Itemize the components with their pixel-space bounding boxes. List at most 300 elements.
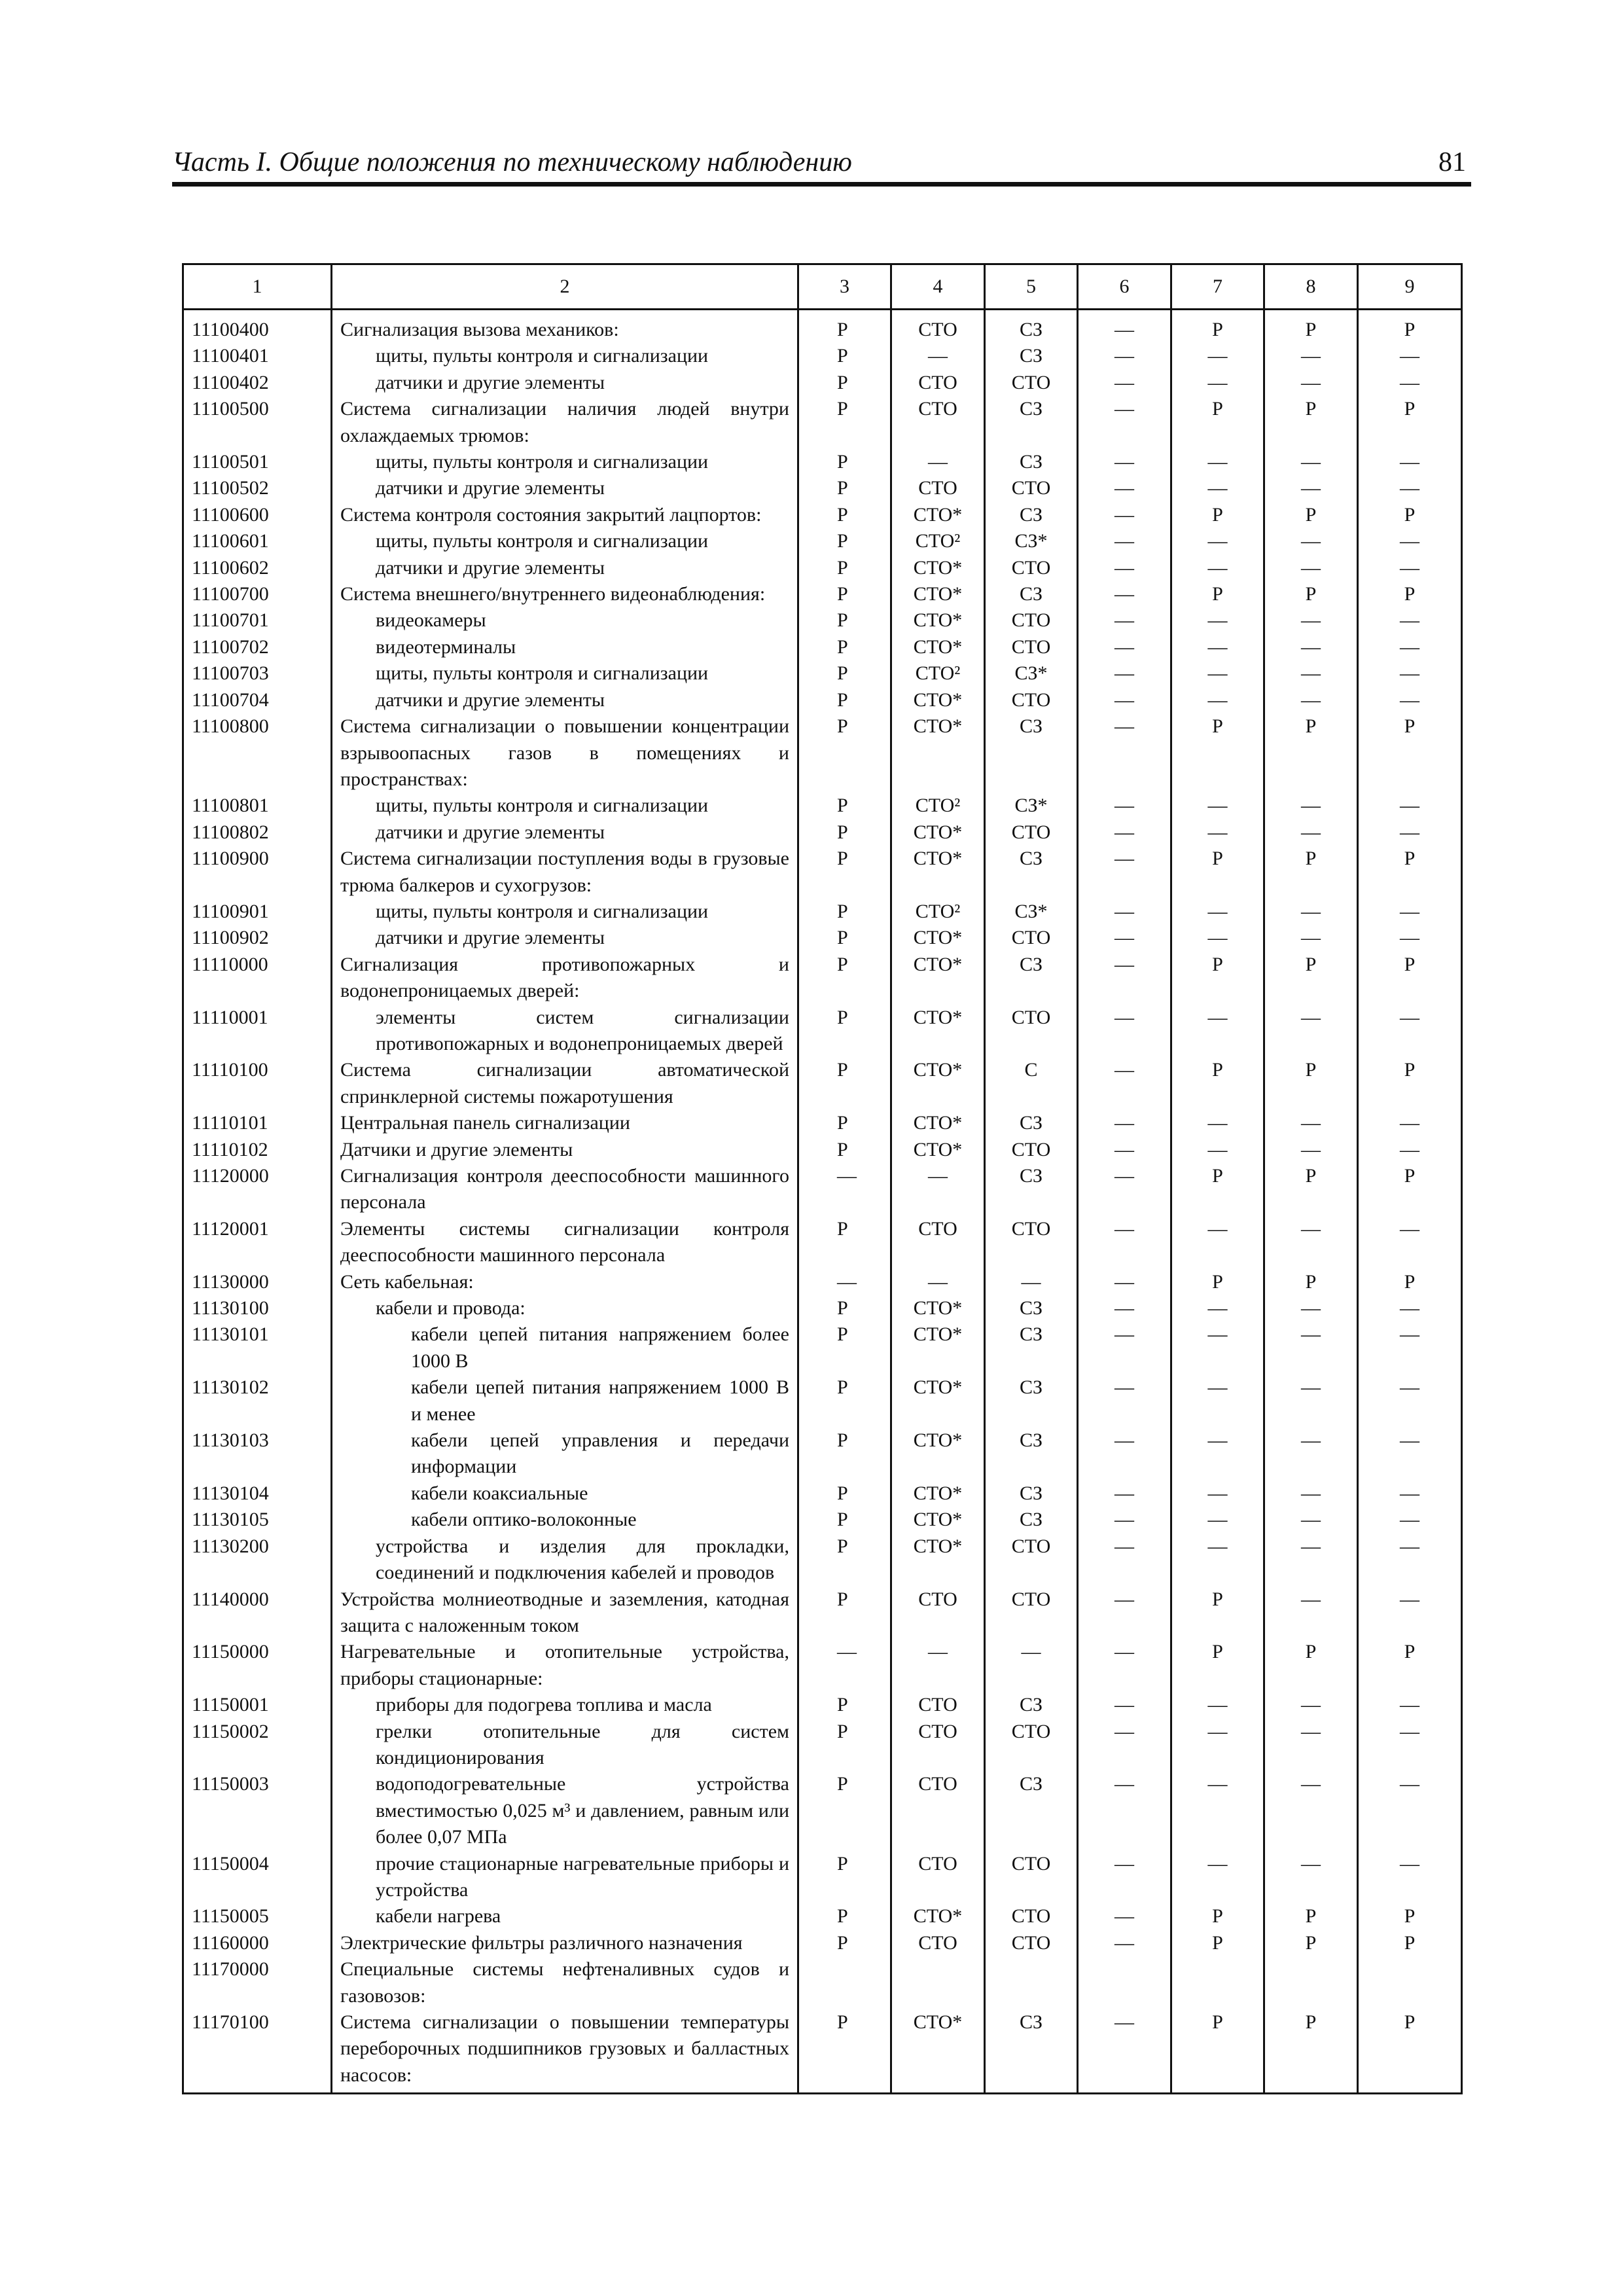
cell-col-8: — xyxy=(1264,343,1358,369)
cell-col-3: Р xyxy=(798,1321,891,1374)
cell-col-7: — xyxy=(1171,660,1264,687)
cell-col-8: — xyxy=(1264,1480,1358,1507)
cell-col-7 xyxy=(1171,1956,1264,2009)
cell-col-7: Р xyxy=(1171,396,1264,449)
table-row xyxy=(183,1110,1462,1136)
cell-col-7: — xyxy=(1171,1771,1264,1850)
item-name: Сигнализация вызова механиков: xyxy=(332,310,798,344)
cell-col-5: СЗ xyxy=(985,1110,1078,1136)
cell-col-9: — xyxy=(1358,1587,1462,1640)
cell-col-3: Р xyxy=(798,1534,891,1587)
cell-col-7: Р xyxy=(1171,1903,1264,1929)
cell-col-9: — xyxy=(1358,343,1462,369)
cell-col-9: Р xyxy=(1358,846,1462,899)
cell-col-7: Р xyxy=(1171,310,1264,344)
item-name: датчики и другие элементы xyxy=(332,475,798,501)
item-name: щиты, пульты контроля и сигнализации xyxy=(332,343,798,369)
cell-col-3: Р xyxy=(798,555,891,581)
cell-col-3: Р xyxy=(798,687,891,713)
cell-col-5: СТО xyxy=(985,1930,1078,1956)
cell-col-4: — xyxy=(891,1639,985,1692)
item-code: 11110102 xyxy=(183,1137,332,1163)
cell-col-9: — xyxy=(1358,793,1462,819)
cell-col-5: СТО xyxy=(985,1851,1078,1904)
cell-col-5: СЗ xyxy=(985,713,1078,793)
cell-col-6: — xyxy=(1078,925,1171,951)
cell-col-6: — xyxy=(1078,343,1171,369)
table-row xyxy=(183,713,1462,793)
cell-col-9: Р xyxy=(1358,1639,1462,1692)
cell-col-6: — xyxy=(1078,1851,1171,1904)
cell-col-8: Р xyxy=(1264,310,1358,344)
item-name: Система контроля состояния закрытий лацпортов: xyxy=(332,502,798,528)
item-code: 11150003 xyxy=(183,1771,332,1850)
cell-col-8: — xyxy=(1264,475,1358,501)
cell-col-6: — xyxy=(1078,1903,1171,1929)
cell-col-9: — xyxy=(1358,1110,1462,1136)
cell-col-8: Р xyxy=(1264,1639,1358,1692)
cell-col-7: — xyxy=(1171,1851,1264,1904)
cell-col-5: СЗ xyxy=(985,1295,1078,1321)
cell-col-7: Р xyxy=(1171,846,1264,899)
cell-col-4: СТО xyxy=(891,1719,985,1772)
cell-col-4: — xyxy=(891,449,985,475)
item-name: щиты, пульты контроля и сигнализации xyxy=(332,449,798,475)
table-row xyxy=(183,475,1462,501)
cell-col-9: — xyxy=(1358,1534,1462,1587)
table-body xyxy=(183,310,1462,2094)
table-row xyxy=(183,1851,1462,1904)
cell-col-8: — xyxy=(1264,1110,1358,1136)
item-code: 11130102 xyxy=(183,1374,332,1427)
cell-col-4: СТО xyxy=(891,475,985,501)
table-row xyxy=(183,1427,1462,1480)
table-row xyxy=(183,1692,1462,1718)
cell-col-7: Р xyxy=(1171,1587,1264,1640)
item-name: кабели цепей управления и передачи информации xyxy=(332,1427,798,1480)
cell-col-6: — xyxy=(1078,793,1171,819)
table-row xyxy=(183,310,1462,344)
table-row xyxy=(183,1321,1462,1374)
item-code: 11100502 xyxy=(183,475,332,501)
cell-col-5: СТО xyxy=(985,1719,1078,1772)
table-row xyxy=(183,1903,1462,1929)
cell-col-7: Р xyxy=(1171,1269,1264,1295)
cell-col-7: Р xyxy=(1171,2009,1264,2094)
item-name: Сигнализация контроля дееспособности машинного персонала xyxy=(332,1163,798,1216)
item-name: кабели нагрева xyxy=(332,1903,798,1929)
table-row xyxy=(183,1163,1462,1216)
cell-col-9: — xyxy=(1358,1427,1462,1480)
cell-col-6: — xyxy=(1078,396,1171,449)
item-name: Система сигнализации автоматической спринклерной системы пожаротушения xyxy=(332,1057,798,1110)
cell-col-9: — xyxy=(1358,1480,1462,1507)
item-name: Сеть кабельная: xyxy=(332,1269,798,1295)
item-code: 11130101 xyxy=(183,1321,332,1374)
item-code: 11100702 xyxy=(183,634,332,660)
cell-col-8: — xyxy=(1264,1216,1358,1269)
cell-col-4: СТО* xyxy=(891,687,985,713)
cell-col-7: Р xyxy=(1171,502,1264,528)
cell-col-8: — xyxy=(1264,1321,1358,1374)
item-name: Устройства молниеотводные и заземления, катодная защита с наложенным током xyxy=(332,1587,798,1640)
cell-col-5: СТО xyxy=(985,607,1078,634)
cell-col-9: — xyxy=(1358,1771,1462,1850)
cell-col-5: СТО xyxy=(985,1587,1078,1640)
item-code: 11100400 xyxy=(183,310,332,344)
cell-col-9: — xyxy=(1358,1374,1462,1427)
item-code: 11100703 xyxy=(183,660,332,687)
cell-col-4: СТО* xyxy=(891,1374,985,1427)
item-name: Система сигнализации наличия людей внутри охлаждаемых трюмов: xyxy=(332,396,798,449)
column-header-9: 9 xyxy=(1358,264,1462,310)
cell-col-6: — xyxy=(1078,1639,1171,1692)
cell-col-3: Р xyxy=(798,502,891,528)
item-name: видеотерминалы xyxy=(332,634,798,660)
cell-col-5: СЗ xyxy=(985,1374,1078,1427)
cell-col-7: Р xyxy=(1171,1163,1264,1216)
cell-col-9: — xyxy=(1358,555,1462,581)
cell-col-7: — xyxy=(1171,634,1264,660)
item-name: кабели цепей питания напряжением 1000 В и менее xyxy=(332,1374,798,1427)
table-row xyxy=(183,370,1462,396)
cell-col-8: — xyxy=(1264,528,1358,554)
cell-col-8: — xyxy=(1264,1005,1358,1058)
cell-col-4: СТО* xyxy=(891,925,985,951)
cell-col-9: — xyxy=(1358,1295,1462,1321)
cell-col-4: СТО² xyxy=(891,660,985,687)
cell-col-3: Р xyxy=(798,475,891,501)
cell-col-9: Р xyxy=(1358,1163,1462,1216)
table-row xyxy=(183,1534,1462,1587)
cell-col-9: Р xyxy=(1358,713,1462,793)
cell-col-4: СТО* xyxy=(891,1480,985,1507)
table-row xyxy=(183,819,1462,846)
cell-col-9: — xyxy=(1358,899,1462,925)
cell-col-8: — xyxy=(1264,1692,1358,1718)
table-header xyxy=(183,264,1462,310)
item-name: Специальные системы нефтеналивных судов и газовозов: xyxy=(332,1956,798,2009)
item-code: 11130000 xyxy=(183,1269,332,1295)
table-row xyxy=(183,952,1462,1005)
table-row xyxy=(183,1480,1462,1507)
page-number: 81 xyxy=(1438,147,1466,177)
cell-col-3: Р xyxy=(798,1005,891,1058)
cell-col-3: Р xyxy=(798,449,891,475)
cell-col-9: — xyxy=(1358,1851,1462,1904)
cell-col-3: Р xyxy=(798,2009,891,2094)
cell-col-6: — xyxy=(1078,1374,1171,1427)
cell-col-6: — xyxy=(1078,1587,1171,1640)
cell-col-6: — xyxy=(1078,660,1171,687)
cell-col-9: — xyxy=(1358,528,1462,554)
table-row xyxy=(183,528,1462,554)
cell-col-4: — xyxy=(891,343,985,369)
cell-col-5: СЗ xyxy=(985,2009,1078,2094)
cell-col-9: — xyxy=(1358,449,1462,475)
cell-col-4: СТО* xyxy=(891,502,985,528)
cell-col-7: — xyxy=(1171,1692,1264,1718)
table-row xyxy=(183,1719,1462,1772)
cell-col-8: Р xyxy=(1264,2009,1358,2094)
cell-col-5: СТО xyxy=(985,925,1078,951)
cell-col-4: СТО* xyxy=(891,1903,985,1929)
cell-col-8: — xyxy=(1264,1507,1358,1533)
cell-col-3: Р xyxy=(798,1771,891,1850)
cell-col-9: Р xyxy=(1358,581,1462,607)
cell-col-3: Р xyxy=(798,846,891,899)
item-name: кабели и провода: xyxy=(332,1295,798,1321)
cell-col-4: СТО* xyxy=(891,634,985,660)
cell-col-3: Р xyxy=(798,1057,891,1110)
cell-col-7: — xyxy=(1171,1321,1264,1374)
column-header-3: 3 xyxy=(798,264,891,310)
cell-col-8: — xyxy=(1264,1771,1358,1850)
table-row xyxy=(183,555,1462,581)
table-row xyxy=(183,793,1462,819)
cell-col-6: — xyxy=(1078,1321,1171,1374)
cell-col-4: — xyxy=(891,1163,985,1216)
cell-col-4: СТО* xyxy=(891,819,985,846)
cell-col-5: СЗ* xyxy=(985,793,1078,819)
cell-col-3: Р xyxy=(798,1587,891,1640)
cell-col-7: — xyxy=(1171,1216,1264,1269)
cell-col-8: — xyxy=(1264,555,1358,581)
cell-col-5: СЗ xyxy=(985,1321,1078,1374)
cell-col-5: СЗ xyxy=(985,343,1078,369)
cell-col-3: Р xyxy=(798,1427,891,1480)
header-row xyxy=(183,264,1462,310)
cell-col-6: — xyxy=(1078,899,1171,925)
cell-col-4: СТО xyxy=(891,1692,985,1718)
column-header-4: 4 xyxy=(891,264,985,310)
cell-col-8: — xyxy=(1264,1374,1358,1427)
item-code: 11100501 xyxy=(183,449,332,475)
cell-col-7: — xyxy=(1171,1005,1264,1058)
cell-col-9: Р xyxy=(1358,502,1462,528)
cell-col-7: Р xyxy=(1171,1930,1264,1956)
table-row xyxy=(183,1507,1462,1533)
cell-col-3: — xyxy=(798,1163,891,1216)
cell-col-6: — xyxy=(1078,952,1171,1005)
item-code: 11150000 xyxy=(183,1639,332,1692)
item-code: 11100901 xyxy=(183,899,332,925)
cell-col-3: Р xyxy=(798,1110,891,1136)
cell-col-9: Р xyxy=(1358,310,1462,344)
cell-col-4: СТО* xyxy=(891,846,985,899)
cell-col-5: СЗ xyxy=(985,581,1078,607)
table-row xyxy=(183,634,1462,660)
item-name: Элементы системы сигнализации контроля дееспособности машинного персонала xyxy=(332,1216,798,1269)
cell-col-8: — xyxy=(1264,793,1358,819)
cell-col-9: — xyxy=(1358,1005,1462,1058)
cell-col-5: СТО xyxy=(985,1005,1078,1058)
cell-col-8: — xyxy=(1264,370,1358,396)
cell-col-9: — xyxy=(1358,925,1462,951)
item-code: 11100601 xyxy=(183,528,332,554)
cell-col-3: Р xyxy=(798,1507,891,1533)
cell-col-6: — xyxy=(1078,475,1171,501)
cell-col-3: Р xyxy=(798,793,891,819)
cell-col-6: — xyxy=(1078,1057,1171,1110)
cell-col-8: — xyxy=(1264,819,1358,846)
item-code: 11100802 xyxy=(183,819,332,846)
table-row xyxy=(183,1269,1462,1295)
cell-col-3: Р xyxy=(798,396,891,449)
cell-col-3: Р xyxy=(798,899,891,925)
item-code: 11110101 xyxy=(183,1110,332,1136)
cell-col-3: Р xyxy=(798,1216,891,1269)
item-code: 11110100 xyxy=(183,1057,332,1110)
cell-col-5: СЗ* xyxy=(985,528,1078,554)
item-name: кабели коаксиальные xyxy=(332,1480,798,1507)
item-name: прочие стационарные нагревательные приборы и устройства xyxy=(332,1851,798,1904)
cell-col-6: — xyxy=(1078,449,1171,475)
item-name: Нагревательные и отопительные устройства, приборы стационарные: xyxy=(332,1639,798,1692)
table-row xyxy=(183,1137,1462,1163)
cell-col-9: Р xyxy=(1358,1930,1462,1956)
cell-col-3: Р xyxy=(798,343,891,369)
cell-col-6: — xyxy=(1078,1719,1171,1772)
cell-col-7: — xyxy=(1171,1534,1264,1587)
cell-col-7: — xyxy=(1171,793,1264,819)
cell-col-4: СТО* xyxy=(891,1005,985,1058)
cell-col-8: Р xyxy=(1264,952,1358,1005)
cell-col-6: — xyxy=(1078,1930,1171,1956)
cell-col-6: — xyxy=(1078,819,1171,846)
item-code: 11100902 xyxy=(183,925,332,951)
cell-col-8: — xyxy=(1264,925,1358,951)
cell-col-9: — xyxy=(1358,687,1462,713)
cell-col-4: СТО xyxy=(891,396,985,449)
cell-col-8: Р xyxy=(1264,581,1358,607)
item-code: 11130105 xyxy=(183,1507,332,1533)
item-name: датчики и другие элементы xyxy=(332,687,798,713)
cell-col-8: — xyxy=(1264,1851,1358,1904)
cell-col-5: СЗ xyxy=(985,846,1078,899)
item-code: 11100704 xyxy=(183,687,332,713)
cell-col-8: — xyxy=(1264,1719,1358,1772)
cell-col-4: СТО* xyxy=(891,607,985,634)
table-row xyxy=(183,1057,1462,1110)
cell-col-7: — xyxy=(1171,1480,1264,1507)
item-code: 11100500 xyxy=(183,396,332,449)
cell-col-8: — xyxy=(1264,899,1358,925)
item-name: датчики и другие элементы xyxy=(332,370,798,396)
cell-col-6: — xyxy=(1078,310,1171,344)
table-row xyxy=(183,343,1462,369)
cell-col-5: СЗ xyxy=(985,1771,1078,1850)
cell-col-6: — xyxy=(1078,581,1171,607)
cell-col-6: — xyxy=(1078,502,1171,528)
cell-col-6: — xyxy=(1078,1216,1171,1269)
cell-col-5: СЗ xyxy=(985,502,1078,528)
column-header-5: 5 xyxy=(985,264,1078,310)
cell-col-3: Р xyxy=(798,1719,891,1772)
cell-col-5: С xyxy=(985,1057,1078,1110)
cell-col-4: СТО* xyxy=(891,1321,985,1374)
cell-col-3: Р xyxy=(798,1930,891,1956)
table-row xyxy=(183,1295,1462,1321)
item-name: датчики и другие элементы xyxy=(332,819,798,846)
cell-col-5: СЗ* xyxy=(985,660,1078,687)
item-code: 11100402 xyxy=(183,370,332,396)
cell-col-4: СТО xyxy=(891,1587,985,1640)
cell-col-7: — xyxy=(1171,1295,1264,1321)
cell-col-7: Р xyxy=(1171,952,1264,1005)
cell-col-8: — xyxy=(1264,1587,1358,1640)
item-code: 11130100 xyxy=(183,1295,332,1321)
cell-col-8: — xyxy=(1264,660,1358,687)
cell-col-7: Р xyxy=(1171,1639,1264,1692)
item-code: 11150005 xyxy=(183,1903,332,1929)
cell-col-4: СТО* xyxy=(891,555,985,581)
cell-col-5: СТО xyxy=(985,370,1078,396)
item-code: 11100800 xyxy=(183,713,332,793)
cell-col-6: — xyxy=(1078,846,1171,899)
cell-col-4: СТО* xyxy=(891,1057,985,1110)
cell-col-8: — xyxy=(1264,607,1358,634)
cell-col-6: — xyxy=(1078,1137,1171,1163)
cell-col-7: — xyxy=(1171,475,1264,501)
cell-col-9: — xyxy=(1358,607,1462,634)
cell-col-8: — xyxy=(1264,687,1358,713)
cell-col-9: — xyxy=(1358,475,1462,501)
cell-col-7: — xyxy=(1171,1374,1264,1427)
cell-col-7: — xyxy=(1171,1110,1264,1136)
cell-col-4: СТО* xyxy=(891,2009,985,2094)
cell-col-9: — xyxy=(1358,1137,1462,1163)
cell-col-7: Р xyxy=(1171,581,1264,607)
cell-col-9 xyxy=(1358,1956,1462,2009)
item-name: датчики и другие элементы xyxy=(332,555,798,581)
cell-col-5: СТО xyxy=(985,687,1078,713)
survey-table xyxy=(182,263,1463,2094)
item-code: 11110000 xyxy=(183,952,332,1005)
item-name: грелки отопительные для систем кондиционирования xyxy=(332,1719,798,1772)
table-row xyxy=(183,660,1462,687)
item-code: 11150002 xyxy=(183,1719,332,1772)
cell-col-5: — xyxy=(985,1269,1078,1295)
item-code: 11170100 xyxy=(183,2009,332,2094)
cell-col-7: Р xyxy=(1171,1057,1264,1110)
item-name: щиты, пульты контроля и сигнализации xyxy=(332,899,798,925)
cell-col-9: — xyxy=(1358,370,1462,396)
cell-col-4: СТО xyxy=(891,370,985,396)
item-code: 11100801 xyxy=(183,793,332,819)
cell-col-7: Р xyxy=(1171,713,1264,793)
cell-col-8: Р xyxy=(1264,1163,1358,1216)
cell-col-4: СТО² xyxy=(891,528,985,554)
item-name: датчики и другие элементы xyxy=(332,925,798,951)
cell-col-3: Р xyxy=(798,660,891,687)
cell-col-6: — xyxy=(1078,1507,1171,1533)
cell-col-5: СЗ xyxy=(985,1163,1078,1216)
item-code: 11100602 xyxy=(183,555,332,581)
cell-col-4: СТО* xyxy=(891,1295,985,1321)
item-name: Центральная панель сигнализации xyxy=(332,1110,798,1136)
cell-col-7: — xyxy=(1171,819,1264,846)
item-name: приборы для подогрева топлива и масла xyxy=(332,1692,798,1718)
cell-col-4: СТО* xyxy=(891,1110,985,1136)
cell-col-7: — xyxy=(1171,925,1264,951)
cell-col-8: Р xyxy=(1264,1903,1358,1929)
cell-col-3: Р xyxy=(798,925,891,951)
table-row xyxy=(183,1639,1462,1692)
cell-col-8: Р xyxy=(1264,502,1358,528)
table-row xyxy=(183,1005,1462,1058)
cell-col-5: СТО xyxy=(985,1903,1078,1929)
